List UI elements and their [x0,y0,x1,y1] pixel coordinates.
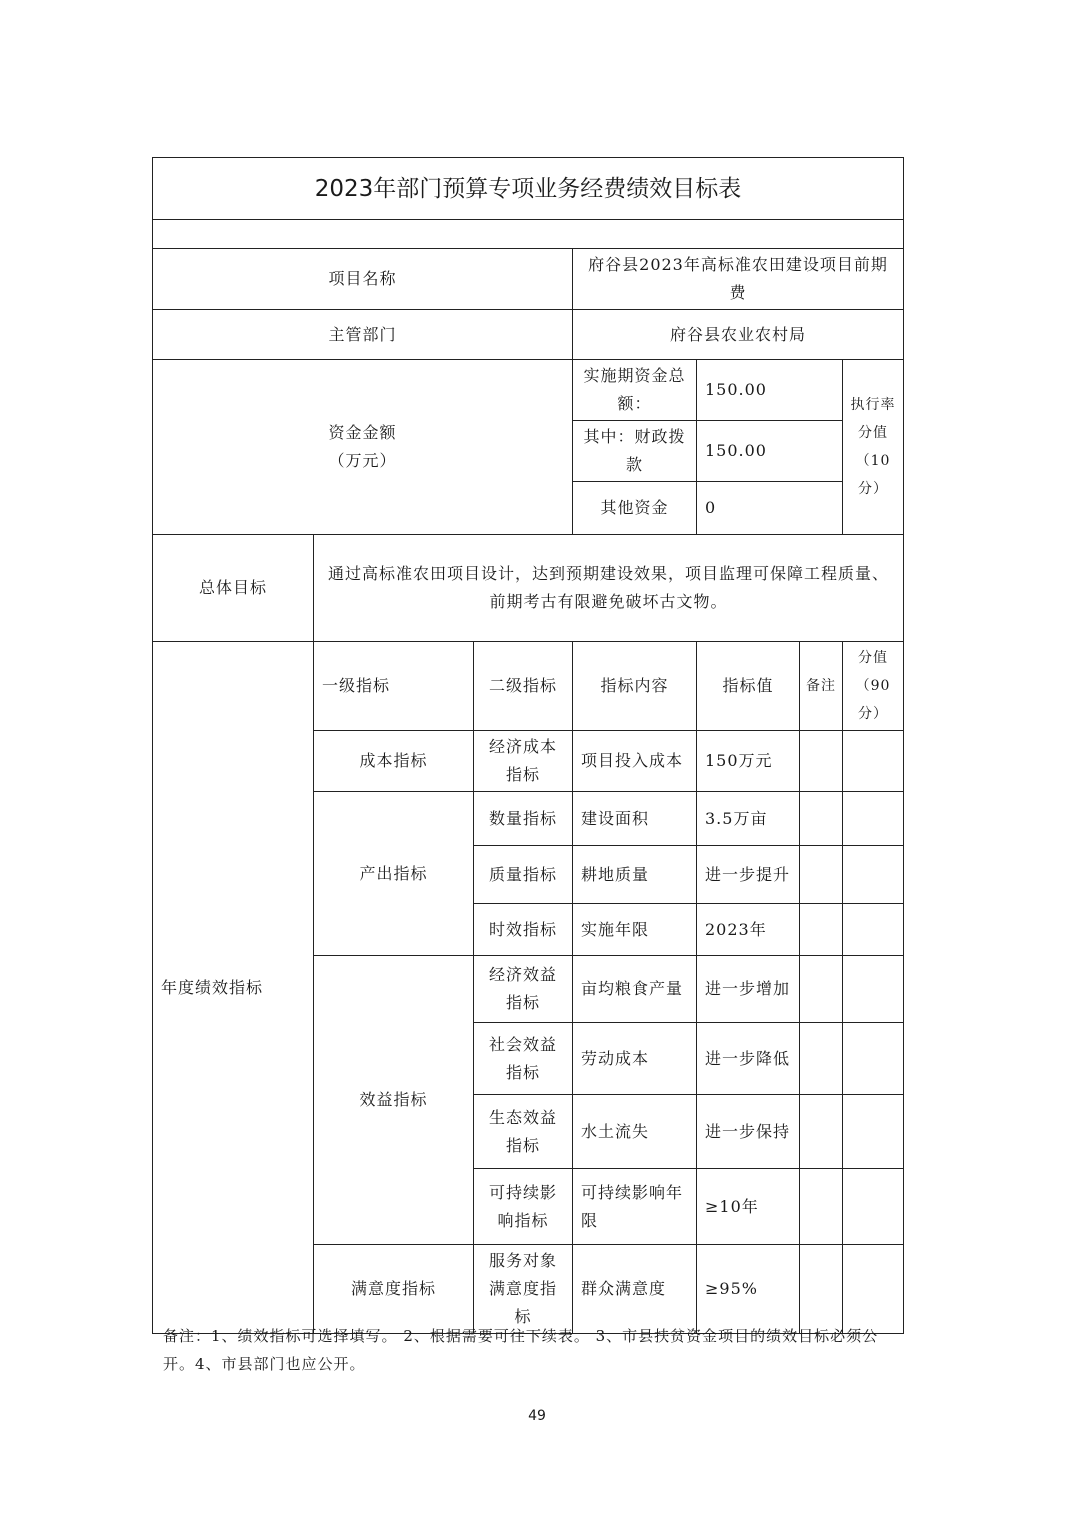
indicator-value: ≥95% [697,1245,800,1334]
level1-indicator: 效益指标 [314,956,474,1245]
other-funds-label: 其他资金 [573,482,697,535]
remark-cell [800,846,843,904]
indicator-content: 可持续影响年限 [573,1169,697,1245]
fiscal-funds-label: 其中：财政拨款 [573,421,697,482]
level2-indicator: 社会效益指标 [474,1023,573,1095]
header-content: 指标内容 [573,642,697,731]
total-funds-value: 150.00 [697,360,843,421]
indicator-value: 150万元 [697,731,800,792]
score-cell [843,956,904,1023]
level2-indicator: 生态效益指标 [474,1095,573,1169]
performance-target-table [152,157,904,1334]
header-level1: 一级指标 [314,642,474,731]
project-name-value: 府谷县2023年高标准农田建设项目前期费 [573,249,904,310]
indicator-value: 进一步保持 [697,1095,800,1169]
header-value: 指标值 [697,642,800,731]
indicator-content: 项目投入成本 [573,731,697,792]
blank-row [153,220,904,249]
level2-indicator: 经济效益指标 [474,956,573,1023]
level2-indicator: 服务对象满意度指标 [474,1245,573,1334]
indicator-content: 群众满意度 [573,1245,697,1334]
header-level2: 二级指标 [474,642,573,731]
page-title: 2023年部门预算专项业务经费绩效目标表 [153,158,904,220]
indicator-content: 劳动成本 [573,1023,697,1095]
level1-indicator: 产出指标 [314,792,474,956]
score-cell [843,1023,904,1095]
level2-indicator: 时效指标 [474,904,573,956]
remark-cell [800,1245,843,1334]
funds-label-cell [153,360,573,535]
indicator-content: 建设面积 [573,792,697,846]
remark-cell [800,956,843,1023]
indicator-value: 2023年 [697,904,800,956]
score-cell [843,846,904,904]
other-funds-value: 0 [697,482,843,535]
level2-indicator: 质量指标 [474,846,573,904]
remark-cell [800,731,843,792]
indicator-content: 实施年限 [573,904,697,956]
level2-indicator: 可持续影响指标 [474,1169,573,1245]
overall-goal-text: 通过高标准农田项目设计，达到预期建设效果，项目监理可保障工程质量、前期考古有限避免破坏古文物。 [314,535,904,642]
remark-cell [800,904,843,956]
fiscal-funds-value: 150.00 [697,421,843,482]
execution-rate-score: 执行率分值（10分） [843,360,904,535]
score-cell [843,1095,904,1169]
remark-cell [800,1169,843,1245]
project-name-label: 项目名称 [153,249,573,310]
indicator-value: 进一步增加 [697,956,800,1023]
score-cell [843,792,904,846]
indicator-value: 3.5万亩 [697,792,800,846]
annual-indicators-label: 年度绩效指标 [153,642,314,1334]
score-cell [843,1245,904,1334]
indicator-value: 进一步降低 [697,1023,800,1095]
level2-indicator: 数量指标 [474,792,573,846]
score-cell [843,1169,904,1245]
funds-unit: （万元） [328,451,397,470]
level1-indicator: 成本指标 [314,731,474,792]
header-remark: 备注 [800,642,843,731]
header-score: 分值（90分） [843,642,904,731]
page-number: 49 [528,1408,546,1424]
level2-indicator: 经济成本指标 [474,731,573,792]
indicator-content: 耕地质量 [573,846,697,904]
score-cell [843,731,904,792]
department-label: 主管部门 [153,310,573,360]
funds-label: 资金金额 [328,423,397,442]
total-funds-label: 实施期资金总额： [573,360,697,421]
indicator-value: ≥10年 [697,1169,800,1245]
department-value: 府谷县农业农村局 [573,310,904,360]
indicator-content: 水土流失 [573,1095,697,1169]
footnote: 备注：1、绩效指标可选择填写。 2、根据需要可往下续表。 3、市县扶贫资金项目的绩效目标必须公开。4、市县部门也应公开。 [163,1327,879,1373]
remark-cell [800,1023,843,1095]
indicator-content: 亩均粮食产量 [573,956,697,1023]
remark-cell [800,792,843,846]
remark-cell [800,1095,843,1169]
level1-indicator: 满意度指标 [314,1245,474,1334]
score-cell [843,904,904,956]
indicator-value: 进一步提升 [697,846,800,904]
overall-goal-label: 总体目标 [153,535,314,642]
